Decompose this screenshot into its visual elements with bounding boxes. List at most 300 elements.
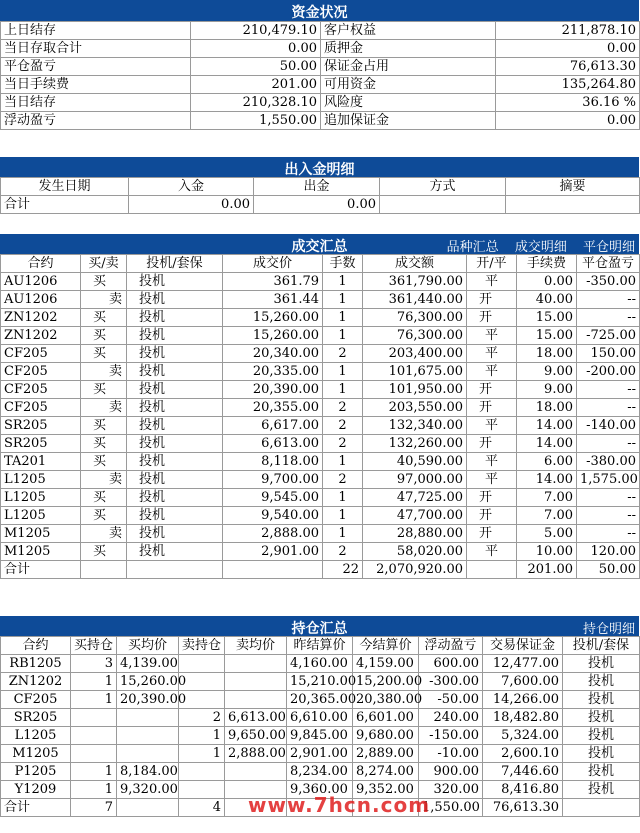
trades-cell: 203,550.00 bbox=[363, 399, 467, 417]
trades-cell: SR205 bbox=[1, 435, 81, 453]
table-row bbox=[1, 345, 640, 363]
trades-cell: L1205 bbox=[1, 489, 81, 507]
trades-col-header: 平仓盈亏 bbox=[577, 255, 640, 273]
trades-cell: 1 bbox=[323, 291, 363, 309]
table-row bbox=[1, 763, 640, 781]
positions-cell: 1 bbox=[71, 691, 117, 709]
trades-cell: 28,880.00 bbox=[363, 525, 467, 543]
funds-row bbox=[1, 76, 640, 94]
trades-cell: 卖 bbox=[81, 291, 127, 309]
trades-cell: 买 bbox=[81, 543, 127, 561]
trades-cell: 18.00 bbox=[517, 399, 577, 417]
positions-cell: 4,159.00 bbox=[353, 655, 419, 673]
trades-cell: 投机 bbox=[127, 417, 223, 435]
positions-col-header: 今结算价 bbox=[353, 637, 419, 655]
trades-cell: 平 bbox=[467, 471, 517, 489]
trades-cell: 20,340.00 bbox=[223, 345, 323, 363]
positions-cell: 2,888.00 bbox=[225, 745, 287, 763]
trades-col-header: 开/平 bbox=[467, 255, 517, 273]
positions-cell: 1 bbox=[71, 763, 117, 781]
funds-label: 当日手续费 bbox=[1, 76, 191, 94]
funds-header bbox=[0, 0, 639, 21]
table-row bbox=[1, 435, 640, 453]
trades-cell: -725.00 bbox=[577, 327, 640, 345]
funds-row bbox=[1, 112, 640, 130]
trades-cell: 76,300.00 bbox=[363, 327, 467, 345]
trades-cell: 开 bbox=[467, 399, 517, 417]
inout-col-header: 方式 bbox=[380, 178, 506, 196]
positions-cell: 15,210.00 bbox=[287, 673, 353, 691]
trades-col-header: 成交额 bbox=[363, 255, 467, 273]
positions-cell bbox=[225, 673, 287, 691]
trades-cell: 15,260.00 bbox=[223, 309, 323, 327]
table-row bbox=[1, 709, 640, 727]
trades-cell: -- bbox=[577, 435, 640, 453]
positions-cell: -300.00 bbox=[419, 673, 483, 691]
trades-cell: -- bbox=[577, 489, 640, 507]
funds-value: 76,613.30 bbox=[496, 58, 640, 76]
positions-cell bbox=[179, 655, 225, 673]
positions-cell: RB1205 bbox=[1, 655, 71, 673]
trades-cell: 平 bbox=[467, 273, 517, 291]
positions-cell: 320.00 bbox=[419, 781, 483, 799]
positions-total-cell: 合计 bbox=[1, 799, 71, 817]
trades-cell: 开 bbox=[467, 435, 517, 453]
positions-col-header: 卖持仓 bbox=[179, 637, 225, 655]
trades-cell: L1205 bbox=[1, 471, 81, 489]
link-position-details[interactable]: 持仓明细 bbox=[582, 622, 635, 637]
trades-total-cell: 50.00 bbox=[577, 561, 640, 579]
trades-cell: 9.00 bbox=[517, 363, 577, 381]
positions-cell: 1 bbox=[71, 673, 117, 691]
funds-label: 平仓盈亏 bbox=[1, 58, 191, 76]
positions-cell: 9,650.00 bbox=[225, 727, 287, 745]
positions-cell: 9,352.00 bbox=[353, 781, 419, 799]
positions-col-header: 昨结算价 bbox=[287, 637, 353, 655]
positions-col-header: 合约 bbox=[1, 637, 71, 655]
positions-col-header: 买持仓 bbox=[71, 637, 117, 655]
trades-cell: 买 bbox=[81, 453, 127, 471]
inout-col-header: 入金 bbox=[129, 178, 254, 196]
trades-cell: 10.00 bbox=[517, 543, 577, 561]
positions-cell: 15,200.00 bbox=[353, 673, 419, 691]
positions-cell: 12,477.00 bbox=[483, 655, 563, 673]
trades-cell: 平 bbox=[467, 363, 517, 381]
link-close-details[interactable]: 平仓明细 bbox=[582, 240, 635, 255]
trades-cell: 买 bbox=[81, 435, 127, 453]
trades-cell: 5.00 bbox=[517, 525, 577, 543]
positions-cell bbox=[71, 709, 117, 727]
trades-col-header: 手数 bbox=[323, 255, 363, 273]
positions-cell: -10.00 bbox=[419, 745, 483, 763]
trades-cell: 6,617.00 bbox=[223, 417, 323, 435]
trades-cell: 2 bbox=[323, 543, 363, 561]
trades-cell: 2,888.00 bbox=[223, 525, 323, 543]
trades-cell: CF205 bbox=[1, 345, 81, 363]
funds-title: 资金状况 bbox=[291, 5, 348, 21]
table-row bbox=[1, 673, 640, 691]
trades-cell: L1205 bbox=[1, 507, 81, 525]
positions-cell bbox=[225, 763, 287, 781]
trades-cell: 20,355.00 bbox=[223, 399, 323, 417]
positions-cell: L1205 bbox=[1, 727, 71, 745]
trades-cell: -380.00 bbox=[577, 453, 640, 471]
trades-cell: 投机 bbox=[127, 435, 223, 453]
trades-col-header: 合约 bbox=[1, 255, 81, 273]
positions-cell: 1 bbox=[179, 727, 225, 745]
table-row bbox=[1, 471, 640, 489]
trades-cell: 1,575.00 bbox=[577, 471, 640, 489]
trades-cell: 卖 bbox=[81, 363, 127, 381]
funds-label: 可用资金 bbox=[321, 76, 496, 94]
positions-cell bbox=[225, 655, 287, 673]
inout-col-header: 发生日期 bbox=[1, 178, 129, 196]
positions-total-cell bbox=[287, 799, 353, 817]
positions-cell: P1205 bbox=[1, 763, 71, 781]
trades-cell: 7.00 bbox=[517, 489, 577, 507]
trades-cell: 买 bbox=[81, 489, 127, 507]
inout-total-row bbox=[1, 196, 640, 214]
trades-cell: 投机 bbox=[127, 453, 223, 471]
trades-table bbox=[0, 254, 640, 579]
trades-cell: 14.00 bbox=[517, 417, 577, 435]
trades-cell: 9.00 bbox=[517, 381, 577, 399]
funds-value: 50.00 bbox=[191, 58, 321, 76]
trades-total-cell: 合计 bbox=[1, 561, 81, 579]
trades-cell: 开 bbox=[467, 489, 517, 507]
trades-cell: 平 bbox=[467, 417, 517, 435]
positions-cell: 240.00 bbox=[419, 709, 483, 727]
trades-cell: 2,901.00 bbox=[223, 543, 323, 561]
positions-cell: 7,446.60 bbox=[483, 763, 563, 781]
positions-cell bbox=[225, 781, 287, 799]
positions-cell bbox=[71, 727, 117, 745]
trades-cell: 买 bbox=[81, 345, 127, 363]
inout-total-cell bbox=[506, 196, 640, 214]
trades-cell: 投机 bbox=[127, 327, 223, 345]
positions-cell: 8,274.00 bbox=[353, 763, 419, 781]
funds-value: 211,878.10 bbox=[496, 22, 640, 40]
trades-cell: 1 bbox=[323, 453, 363, 471]
positions-total-cell bbox=[563, 799, 640, 817]
trades-cell: 120.00 bbox=[577, 543, 640, 561]
table-row bbox=[1, 745, 640, 763]
trades-cell: 卖 bbox=[81, 471, 127, 489]
trades-cell: 361.79 bbox=[223, 273, 323, 291]
trades-cell: 20,335.00 bbox=[223, 363, 323, 381]
trades-cell: -200.00 bbox=[577, 363, 640, 381]
trades-cell: -350.00 bbox=[577, 273, 640, 291]
trades-cell: ZN1202 bbox=[1, 309, 81, 327]
trades-cell: 买 bbox=[81, 507, 127, 525]
positions-cell: 4,160.00 bbox=[287, 655, 353, 673]
positions-cell: 14,266.00 bbox=[483, 691, 563, 709]
trades-cell: 投机 bbox=[127, 291, 223, 309]
table-row bbox=[1, 727, 640, 745]
positions-cell: 投机 bbox=[563, 745, 640, 763]
trades-links bbox=[435, 236, 635, 255]
positions-total-cell: 4 bbox=[179, 799, 225, 817]
trades-cell: 开 bbox=[467, 381, 517, 399]
trades-cell: 18.00 bbox=[517, 345, 577, 363]
positions-cell bbox=[225, 691, 287, 709]
trades-cell: 2 bbox=[323, 417, 363, 435]
funds-label: 追加保证金 bbox=[321, 112, 496, 130]
table-row bbox=[1, 399, 640, 417]
funds-row bbox=[1, 40, 640, 58]
positions-cell: 9,845.00 bbox=[287, 727, 353, 745]
trades-cell: M1205 bbox=[1, 525, 81, 543]
trades-cell: TA201 bbox=[1, 453, 81, 471]
trades-cell: 投机 bbox=[127, 471, 223, 489]
trades-cell: SR205 bbox=[1, 417, 81, 435]
positions-cell: 1 bbox=[71, 781, 117, 799]
trades-col-header: 投机/套保 bbox=[127, 255, 223, 273]
table-row bbox=[1, 291, 640, 309]
trades-cell: AU1206 bbox=[1, 291, 81, 309]
funds-value: 0.00 bbox=[191, 40, 321, 58]
funds-row bbox=[1, 58, 640, 76]
trades-cell: 投机 bbox=[127, 525, 223, 543]
table-row bbox=[1, 525, 640, 543]
trades-cell: 投机 bbox=[127, 543, 223, 561]
trades-cell: 20,390.00 bbox=[223, 381, 323, 399]
trades-cell: -- bbox=[577, 309, 640, 327]
positions-cell: Y1209 bbox=[1, 781, 71, 799]
trades-cell: 361,440.00 bbox=[363, 291, 467, 309]
trades-cell: 1 bbox=[323, 507, 363, 525]
trades-title: 成交汇总 bbox=[291, 239, 348, 255]
link-trade-details[interactable]: 成交明细 bbox=[514, 240, 567, 255]
inout-total-cell: 合计 bbox=[1, 196, 129, 214]
positions-table bbox=[0, 636, 640, 817]
trades-cell: 开 bbox=[467, 309, 517, 327]
trades-total-cell bbox=[223, 561, 323, 579]
trades-cell: 买 bbox=[81, 417, 127, 435]
trades-cell: 14.00 bbox=[517, 471, 577, 489]
table-row bbox=[1, 327, 640, 345]
trades-cell: 150.00 bbox=[577, 345, 640, 363]
table-row bbox=[1, 363, 640, 381]
trades-col-header: 成交价 bbox=[223, 255, 323, 273]
positions-total-cell: 7 bbox=[71, 799, 117, 817]
trades-cell: 投机 bbox=[127, 363, 223, 381]
positions-cell bbox=[117, 745, 179, 763]
trades-cell: CF205 bbox=[1, 363, 81, 381]
table-row bbox=[1, 453, 640, 471]
positions-cell: M1205 bbox=[1, 745, 71, 763]
trades-header bbox=[0, 234, 639, 254]
trades-cell: 132,260.00 bbox=[363, 435, 467, 453]
inout-total-cell: 0.00 bbox=[129, 196, 254, 214]
trades-cell: CF205 bbox=[1, 399, 81, 417]
trades-cell: 开 bbox=[467, 507, 517, 525]
positions-cell: -150.00 bbox=[419, 727, 483, 745]
positions-cell: 900.00 bbox=[419, 763, 483, 781]
trades-cell: 15,260.00 bbox=[223, 327, 323, 345]
trades-cell: 14.00 bbox=[517, 435, 577, 453]
positions-cell: 投机 bbox=[563, 781, 640, 799]
trades-cell: 9,700.00 bbox=[223, 471, 323, 489]
positions-total-cell bbox=[225, 799, 287, 817]
positions-cell: 投机 bbox=[563, 763, 640, 781]
trades-cell: 平 bbox=[467, 327, 517, 345]
positions-header-row bbox=[1, 637, 640, 655]
positions-col-header: 买均价 bbox=[117, 637, 179, 655]
trades-cell: 1 bbox=[323, 273, 363, 291]
positions-title: 持仓汇总 bbox=[291, 621, 348, 637]
funds-value: 210,479.10 bbox=[191, 22, 321, 40]
positions-cell: 20,380.00 bbox=[353, 691, 419, 709]
trades-cell: 6.00 bbox=[517, 453, 577, 471]
funds-row bbox=[1, 94, 640, 112]
trades-total-cell: 2,070,920.00 bbox=[363, 561, 467, 579]
trades-total-cell bbox=[81, 561, 127, 579]
trades-cell: 1 bbox=[323, 363, 363, 381]
positions-cell: 投机 bbox=[563, 709, 640, 727]
positions-cell bbox=[117, 709, 179, 727]
positions-header bbox=[0, 616, 639, 636]
positions-cell: 8,416.80 bbox=[483, 781, 563, 799]
positions-cell: 600.00 bbox=[419, 655, 483, 673]
trades-cell: 投机 bbox=[127, 489, 223, 507]
table-row bbox=[1, 691, 640, 709]
positions-cell: 9,680.00 bbox=[353, 727, 419, 745]
inout-total-cell bbox=[380, 196, 506, 214]
trades-cell: 开 bbox=[467, 525, 517, 543]
trades-col-header: 手续费 bbox=[517, 255, 577, 273]
inout-header-row bbox=[1, 178, 640, 196]
positions-cell: SR205 bbox=[1, 709, 71, 727]
table-row bbox=[1, 489, 640, 507]
trades-cell: 卖 bbox=[81, 525, 127, 543]
funds-value: 0.00 bbox=[496, 112, 640, 130]
trades-cell: 1 bbox=[323, 489, 363, 507]
positions-total-cell: 1,550.00 bbox=[419, 799, 483, 817]
positions-cell bbox=[117, 727, 179, 745]
trades-col-header: 买/卖 bbox=[81, 255, 127, 273]
trades-cell: 15.00 bbox=[517, 309, 577, 327]
positions-cell: 3 bbox=[71, 655, 117, 673]
trades-cell: 40.00 bbox=[517, 291, 577, 309]
trades-cell: 58,020.00 bbox=[363, 543, 467, 561]
funds-value: 135,264.80 bbox=[496, 76, 640, 94]
trades-cell: -- bbox=[577, 381, 640, 399]
positions-cell: 投机 bbox=[563, 655, 640, 673]
funds-value: 36.16 % bbox=[496, 94, 640, 112]
positions-col-header: 交易保证金 bbox=[483, 637, 563, 655]
positions-cell: 6,613.00 bbox=[225, 709, 287, 727]
positions-cell: 5,324.00 bbox=[483, 727, 563, 745]
trades-cell: 投机 bbox=[127, 345, 223, 363]
inout-col-header: 摘要 bbox=[506, 178, 640, 196]
positions-cell: 8,184.00 bbox=[117, 763, 179, 781]
trades-cell: 101,675.00 bbox=[363, 363, 467, 381]
positions-cell: 9,360.00 bbox=[287, 781, 353, 799]
table-row bbox=[1, 507, 640, 525]
funds-label: 客户权益 bbox=[321, 22, 496, 40]
trades-cell: -- bbox=[577, 399, 640, 417]
table-row bbox=[1, 417, 640, 435]
positions-cell: 2,889.00 bbox=[353, 745, 419, 763]
inout-table bbox=[0, 177, 640, 214]
positions-cell bbox=[179, 781, 225, 799]
trades-cell: 平 bbox=[467, 345, 517, 363]
trades-cell: 47,700.00 bbox=[363, 507, 467, 525]
funds-value: 0.00 bbox=[496, 40, 640, 58]
trades-cell: 361.44 bbox=[223, 291, 323, 309]
table-row bbox=[1, 309, 640, 327]
trades-total-cell bbox=[467, 561, 517, 579]
trades-cell: 2 bbox=[323, 399, 363, 417]
positions-col-header: 投机/套保 bbox=[563, 637, 640, 655]
trades-cell: 9,545.00 bbox=[223, 489, 323, 507]
trades-total-cell: 201.00 bbox=[517, 561, 577, 579]
positions-total-row bbox=[1, 799, 640, 817]
trades-cell: 投机 bbox=[127, 399, 223, 417]
trades-cell: 卖 bbox=[81, 399, 127, 417]
positions-total-cell bbox=[117, 799, 179, 817]
funds-value: 1,550.00 bbox=[191, 112, 321, 130]
positions-links bbox=[571, 618, 635, 637]
inout-title: 出入金明细 bbox=[284, 162, 355, 178]
positions-cell: 4,139.00 bbox=[117, 655, 179, 673]
trades-cell: -- bbox=[577, 507, 640, 525]
trades-cell: 1 bbox=[323, 327, 363, 345]
inout-total-cell: 0.00 bbox=[254, 196, 380, 214]
funds-table bbox=[0, 21, 640, 130]
trades-cell: 7.00 bbox=[517, 507, 577, 525]
positions-cell: -50.00 bbox=[419, 691, 483, 709]
trades-cell: 40,590.00 bbox=[363, 453, 467, 471]
table-row bbox=[1, 273, 640, 291]
trades-cell: 1 bbox=[323, 381, 363, 399]
trades-cell: 投机 bbox=[127, 273, 223, 291]
funds-label: 浮动盈亏 bbox=[1, 112, 191, 130]
watermark: www.7hcn.com bbox=[248, 793, 431, 817]
positions-cell: 20,365.00 bbox=[287, 691, 353, 709]
positions-cell: 20,390.00 bbox=[117, 691, 179, 709]
trades-cell: 投机 bbox=[127, 507, 223, 525]
trades-cell: CF205 bbox=[1, 381, 81, 399]
funds-value: 210,328.10 bbox=[191, 94, 321, 112]
trades-cell: -140.00 bbox=[577, 417, 640, 435]
positions-cell: 投机 bbox=[563, 691, 640, 709]
positions-cell: 9,320.00 bbox=[117, 781, 179, 799]
trades-cell: 平 bbox=[467, 453, 517, 471]
trades-cell: M1205 bbox=[1, 543, 81, 561]
trades-cell: 2 bbox=[323, 471, 363, 489]
positions-col-header: 卖均价 bbox=[225, 637, 287, 655]
table-row bbox=[1, 781, 640, 799]
positions-cell: 1 bbox=[179, 745, 225, 763]
positions-cell bbox=[179, 763, 225, 781]
funds-label: 风险度 bbox=[321, 94, 496, 112]
trades-cell: 平 bbox=[467, 543, 517, 561]
trades-total-cell: 22 bbox=[323, 561, 363, 579]
trades-header-row bbox=[1, 255, 640, 273]
table-row bbox=[1, 655, 640, 673]
funds-row bbox=[1, 22, 640, 40]
link-variety-summary[interactable]: 品种汇总 bbox=[446, 240, 499, 255]
trades-cell: 8,118.00 bbox=[223, 453, 323, 471]
trades-cell: ZN1202 bbox=[1, 327, 81, 345]
table-row bbox=[1, 381, 640, 399]
trades-cell: 47,725.00 bbox=[363, 489, 467, 507]
funds-label: 保证金占用 bbox=[321, 58, 496, 76]
trades-cell: 101,950.00 bbox=[363, 381, 467, 399]
positions-cell: 8,234.00 bbox=[287, 763, 353, 781]
